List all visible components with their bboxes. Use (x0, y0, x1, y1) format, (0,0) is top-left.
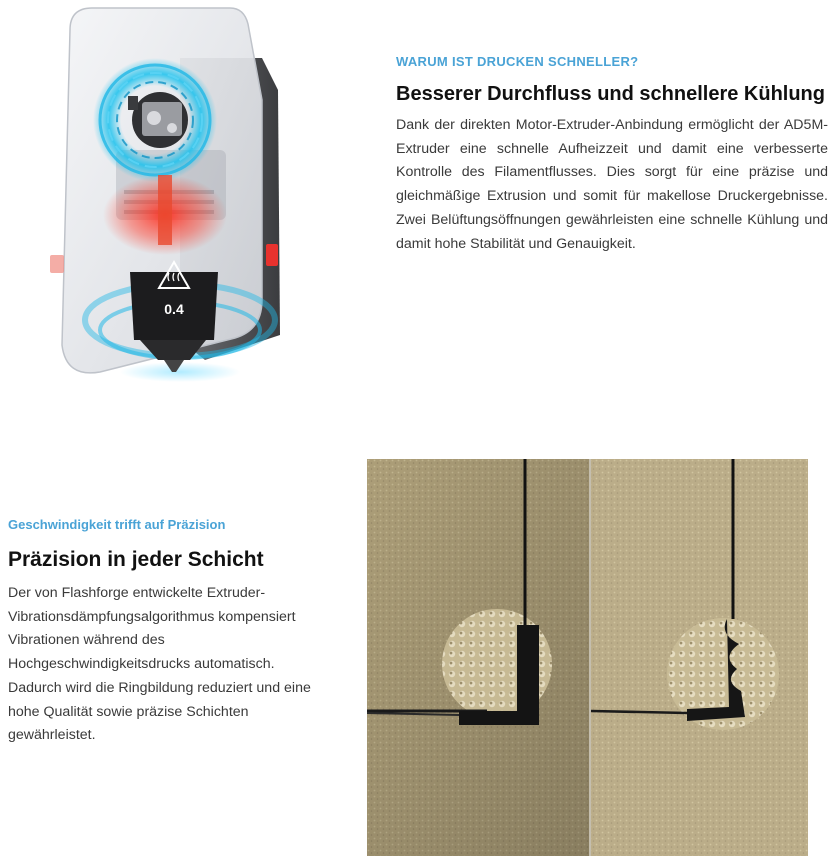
precision-body: Der von Flashforge entwickelte Extruder-Vibrationsdämpfungsalgorithmus kompensiert Vibrationen während des Hochgeschwindigkeitsdrucks automatisch. Dadurch wird die Ringbildung reduziert und eine hohe Qualität sowie präzise Schichten gewährleistet. (8, 585, 311, 744)
nozzle-size-label: 0.4 (164, 301, 184, 317)
performance-heading: Besserer Durchfluss und schnellere Kühlung (396, 83, 825, 105)
performance-body: Dank der direkten Motor-Extruder-Anbindung ermöglicht der AD5M-Extruder eine schnelle Aufheizzeit und damit eine verbesserte Kontrolle des Filamentflusses. Dies sorgt für eine präzise und gleichmäßige Extrusion und somit für makellose Druckergebnisse. Zwei Belüftungsöffnungen gewährleisten eine schnelle Kühlung und damit hohe Stabilität und Genauigkeit. (396, 117, 828, 252)
performance-section (396, 54, 828, 256)
precision-section (8, 517, 328, 748)
precision-eyebrow: Geschwindigkeit trifft auf Präzision (8, 517, 226, 532)
precision-heading: Präzision in jeder Schicht (8, 548, 264, 571)
performance-eyebrow: WARUM IST DRUCKEN SCHNELLER? (396, 54, 639, 69)
extruder-illustration (30, 0, 290, 400)
print-comparison-photo (367, 459, 808, 856)
